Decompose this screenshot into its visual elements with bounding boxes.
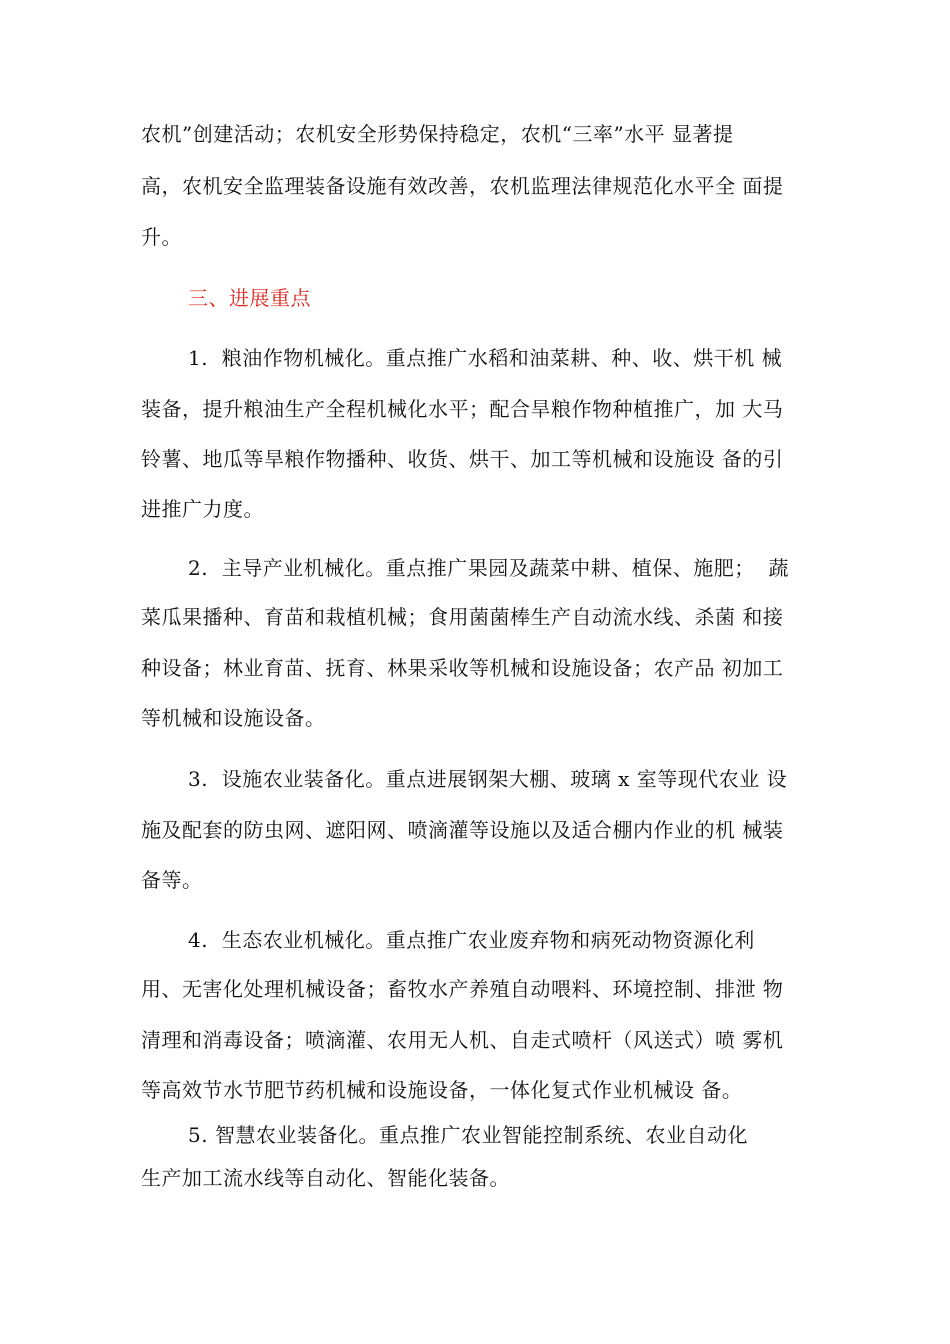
- item-4-line: 等高效节水节肥节药机械和设施设备，一体化复式作业机械设 备。: [141, 1078, 743, 1102]
- item-3-line: 施及配套的防虫网、遮阳网、喷滴灌等设施以及适合棚内作业的机 械装: [141, 818, 784, 842]
- item-3-line: 3. 设施农业装备化。重点进展钢架大棚、玻璃 x 室等现代农业 设: [188, 767, 788, 791]
- intro-line: 农机”创建活动；农机安全形势保持稳定，农机“三率”水平 显著提: [141, 122, 734, 146]
- item-2-line: 等机械和设施设备。: [141, 706, 326, 730]
- item-5-line: 5. 智慧农业装备化。重点推广农业智能控制系统、农业自动化: [188, 1123, 748, 1147]
- section-heading: 三、进展重点: [188, 286, 311, 310]
- item-4-line: 4. 生态农业机械化。重点推广农业废弃物和病死动物资源化利: [188, 928, 755, 952]
- item-4-line: 清理和消毒设备；喷滴灌、农用无人机、自走式喷杆（风送式）喷 雾机: [141, 1028, 784, 1052]
- item-1-line: 进推广力度。: [141, 497, 264, 521]
- item-2-line: 菜瓜果播种、育苗和栽植机械；食用菌菌棒生产自动流水线、杀菌 和接: [141, 605, 784, 629]
- item-5-line: 生产加工流水线等自动化、智能化装备。: [141, 1166, 510, 1190]
- item-2-line: 种设备；林业育苗、抚育、林果采收等机械和设施设备；农产品 初加工: [141, 656, 784, 680]
- item-2-line: 2. 主导产业机械化。重点推广果园及蔬菜中耕、植保、施肥； 蔬: [188, 556, 790, 580]
- item-1-line: 铃薯、地瓜等旱粮作物播种、收货、烘干、加工等机械和设施设 备的引: [141, 447, 784, 471]
- item-4-line: 用、无害化处理机械设备；畜牧水产养殖自动喂料、环境控制、排泄 物: [141, 977, 784, 1001]
- item-1-line: 1. 粮油作物机械化。重点推广水稻和油菜耕、种、收、烘干机 械: [188, 346, 783, 370]
- item-1-line: 装备，提升粮油生产全程机械化水平；配合旱粮作物种植推广，加 大马: [141, 397, 784, 421]
- intro-line: 高，农机安全监理装备设施有效改善，农机监理法律规范化水平全 面提: [141, 174, 784, 198]
- intro-line: 升。: [141, 225, 182, 249]
- item-3-line: 备等。: [141, 868, 203, 892]
